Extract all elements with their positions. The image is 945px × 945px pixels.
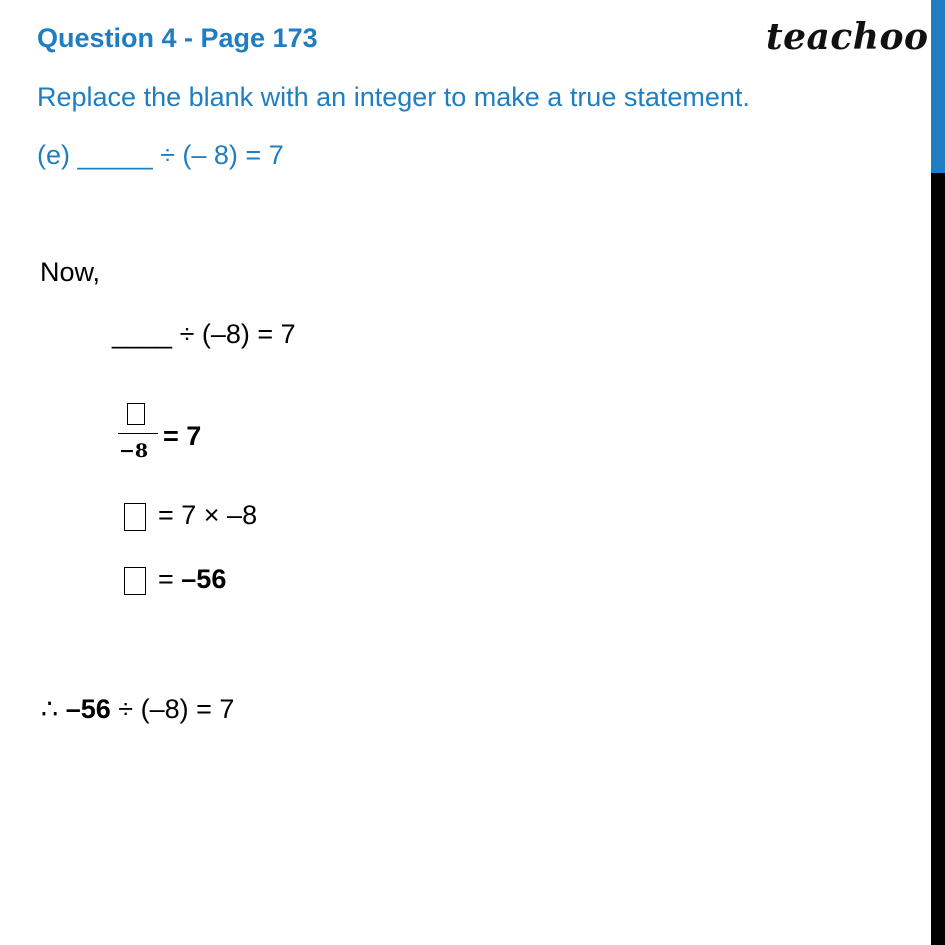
blank-box-icon <box>124 503 146 531</box>
scrollbar-thumb[interactable] <box>931 0 945 173</box>
blank-box-icon <box>124 567 146 595</box>
conclusion-rest: ÷ (–8) = 7 <box>110 694 235 724</box>
solution-step-3-rhs: = 7 × –8 <box>158 500 258 530</box>
page-title: Question 4 - Page 173 <box>37 23 318 53</box>
solution-step-2-rhs: = 7 <box>163 421 202 451</box>
solution-step-1: ____ ÷ (–8) = 7 <box>112 319 296 349</box>
fraction <box>118 400 158 470</box>
solution-intro: Now, <box>40 257 101 287</box>
question-text: Replace the blank with an integer to make a true statement. <box>37 82 750 112</box>
question-part: (e) _____ ÷ (– 8) = 7 <box>37 140 284 170</box>
therefore-symbol: ∴ <box>41 694 66 724</box>
fraction-bar <box>118 433 158 434</box>
solution-step-4-eq: = <box>158 564 182 594</box>
solution-step-4 <box>158 562 226 596</box>
fraction-denominator: −𝟖 <box>119 440 149 462</box>
blank-box-icon <box>127 403 145 425</box>
solution-conclusion <box>41 692 234 726</box>
teachoo-logo: teachoo <box>766 16 929 58</box>
solution-answer: –56 <box>181 564 227 594</box>
conclusion-answer: –56 <box>65 694 111 724</box>
